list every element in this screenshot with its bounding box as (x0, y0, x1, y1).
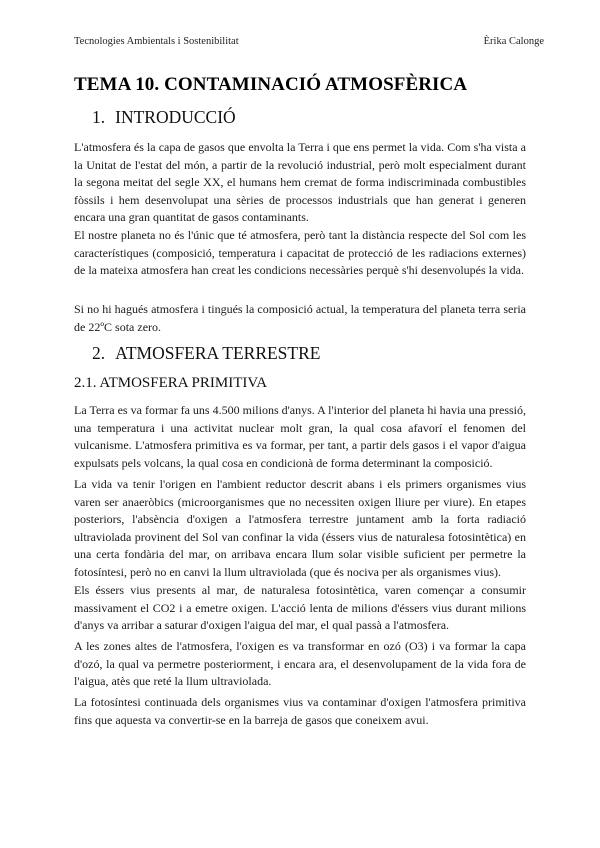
section-number: 2. (92, 343, 106, 363)
paragraph: Si no hi hagués atmosfera i tingués la composició actual, la temperatura del planeta terra seria de 22ºC sota zero. (74, 302, 526, 334)
document-title: TEMA 10. CONTAMINACIÓ ATMOSFÈRICA (74, 74, 468, 95)
paragraph: La vida va tenir l'origen en l'ambient reductor descrit abans i els primers organismes vius varen ser anaeròbics (microorganismes que no necessiten oxigen lliure per viure). En etapes posteriors, l'absència d'oxigen a l'atmosfera terrestre juntament amb la forta radiació ultraviolada provinent del Sol van confinar la vida (éssers vius de naturalesa fotosintètica) en una certa fondària del mar, on arribava encara llum solar visible suficient per permetre la fotosíntesi, però no en canvi la llum ultraviolada (que és nociva per als organismes vius). (74, 477, 526, 579)
header-course-title: Tecnologies Ambientals i Sostenibilitat (74, 36, 239, 47)
paragraph: La fotosíntesi continuada dels organismes vius va contaminar d'oxigen l'atmosfera primitiva fins que aquesta va convertir-se en la barreja de gasos que coneixem avui. (74, 695, 526, 727)
paragraph: A les zones altes de l'atmosfera, l'oxigen es va transformar en ozó (O3) i va formar la capa d'ozó, la qual va permetre posteriorment, i encara ara, el desenvolupament de la vida fora de l'aigua, atès que reté la llum ultraviolada. (74, 639, 526, 689)
subsection-heading: 2.1. ATMOSFERA PRIMITIVA (74, 375, 268, 391)
section-heading-introduccio (92, 107, 236, 128)
paragraph: La Terra es va formar fa uns 4.500 milions d'anys. A l'interior del planeta hi havia una pressió, una temperatura i una activitat nuclear molt gran, la qual cosa afavorí el fenomen del vulcanisme. L'atmosfera primitiva es va formar, per tant, a partir dels gasos i el vapor d'aigua expulsats pels volcans, la qual cosa en condicionà de forma determinant la composició. (74, 403, 526, 470)
paragraph: L'atmosfera és la capa de gasos que envolta la Terra i que ens permet la vida. Com s'ha vista a la Unitat de l'estat del món, a partir de la revolució industrial, però molt especialment durant la segona meitat del segle XX, el humans hem cremat de forma indiscriminada combustibles fòssils i hem desenvolupat una sèries de processos industrials que han generat i generen encara una gran quantitat de gasos contaminants. (74, 140, 526, 225)
section-title: ATMOSFERA TERRESTRE (115, 343, 321, 363)
page-header (74, 36, 544, 47)
paragraph: Els éssers vius presents al mar, de naturalesa fotosintètica, varen començar a consumir massivament el CO2 i a emetre oxigen. L'acció lenta de milions d'éssers vius durant milions d'anys va arribar a saturar d'oxigen l'aigua del mar, el qual passà a l'atmosfera. (74, 583, 526, 633)
header-author: Èrika Calonge (483, 36, 544, 47)
section-title: INTRODUCCIÓ (115, 107, 236, 127)
paragraph: El nostre planeta no és l'únic que té atmosfera, però tant la distància respecte del Sol com les característiques (composició, temperatura i capacitat de protecció de les radiacions externes) de la mateixa atmosfera han creat les condicions necessàries perquè s'hi desenvolupés la vida. (74, 228, 526, 278)
section-heading-atmosfera-terrestre (92, 343, 320, 364)
section-number: 1. (92, 107, 106, 127)
